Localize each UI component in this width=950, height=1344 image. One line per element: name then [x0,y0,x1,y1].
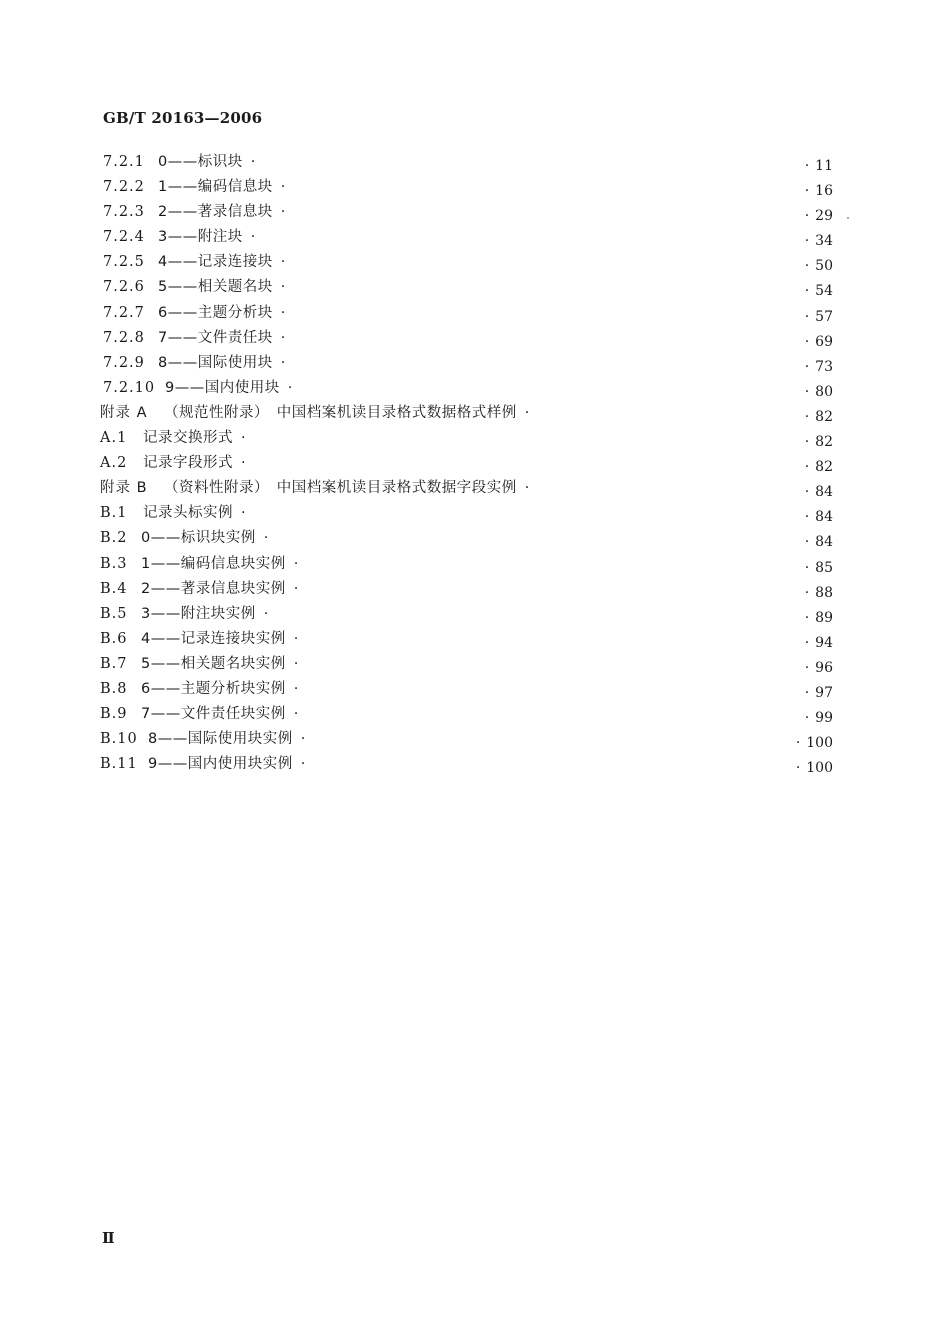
toc-entry-number: B.11 [100,756,138,773]
toc-entry-number: B.3 [100,555,128,572]
toc-leader-dot: · [280,254,286,271]
toc-entry-title-text: 3——附注块 [158,229,243,246]
toc-entry-number: 7.2.2 [103,179,145,196]
toc-page-number: · 82 [805,430,833,455]
toc-entry-number: 7.2.1 [103,154,145,170]
toc-leader-dot: · [287,379,293,396]
toc-leader-dot: · [524,404,530,421]
toc-page-number: · 50 [805,254,833,279]
toc-entry [0,225,950,250]
toc-entry-title-text: 4——记录连接块 [158,254,273,271]
toc-entry-title [141,552,299,577]
toc-leader-dot: · [300,731,306,748]
toc-page-number: · 84 [805,530,833,555]
toc-entry-title-text: 3——附注块实例 [141,605,256,622]
toc-page-number: · 96 [805,656,833,681]
toc-entry-number: B.2 [100,530,128,547]
toc-entry-title [158,175,286,200]
toc-entry-title [141,652,299,677]
toc-leader-dot: · [250,154,256,170]
toc-leader-dot: · [293,630,299,647]
toc-entry-title [164,476,530,501]
toc-leader-dot: · [241,455,247,472]
toc-leader-dot: · [524,480,530,497]
toc-page-number: · 82 [805,455,833,480]
toc-leader-dot: · [263,605,269,622]
toc-entry [0,702,950,727]
toc-page-number: · 69 [805,330,833,355]
toc-page-number: · 73 [805,355,833,380]
toc-entry-number: B.1 [100,505,128,522]
toc-entry-number: 7.2.8 [103,329,145,346]
toc-leader-dot: · [280,279,286,296]
toc-entry [0,175,950,200]
toc-leader-dot: · [280,304,286,321]
toc-entry-title-text: 4——记录连接块实例 [141,630,286,647]
toc-leader-dot: · [241,505,247,522]
toc-entry-title-text: 记录头标实例 [143,505,233,522]
toc-entry-title-text: 2——著录信息块 [158,204,273,221]
toc-leader-dot: · [293,706,299,723]
table-of-contents [0,150,950,777]
toc-entry-title [158,301,286,326]
toc-entry-number: 7.2.10 [103,379,156,396]
toc-entry [0,401,950,426]
toc-entry-number: 7.2.9 [103,354,145,371]
toc-page-number: · 82 [805,405,833,430]
toc-entry-number: 7.2.3 [103,204,145,221]
toc-entry-title [164,401,530,426]
toc-entry-title-text: 记录交换形式 [143,430,233,447]
toc-entry [0,376,950,401]
toc-entry-title-text: 0——标识块 [158,154,243,170]
toc-entry [0,602,950,627]
toc-entry [0,451,950,476]
toc-entry-title [141,627,299,652]
toc-page-number: · 57 [805,305,833,330]
toc-page-number: · 94 [805,631,833,656]
toc-entry-title [148,727,306,752]
toc-page-number: · 100 [796,756,833,781]
toc-page-number: · 34 [805,229,833,254]
toc-entry-number: B.7 [100,655,128,672]
toc-entry-title-text: （规范性附录） 中国档案机读目录格式数据格式样例 [164,404,517,421]
toc-entry-title [141,577,299,602]
toc-leader-dot: · [263,530,269,547]
toc-entry [0,652,950,677]
toc-entry-number: A.2 [100,455,128,472]
toc-entry-title [158,250,286,275]
toc-entry-title [143,501,246,526]
toc-entry [0,301,950,326]
toc-page-number: · 97 [805,681,833,706]
toc-entry-title-text: 5——相关题名块 [158,279,273,296]
toc-entry-title-text: 1——编码信息块 [158,179,273,196]
toc-page-number: · 29 [805,204,833,229]
toc-page-number: · 85 [805,556,833,581]
toc-entry-title [143,451,246,476]
toc-entry-number: 7.2.7 [103,304,145,321]
toc-entry [0,476,950,501]
toc-entry-title-text: 6——主题分析块 [158,304,273,321]
toc-entry-number: 7.2.4 [103,229,145,246]
toc-entry [0,727,950,752]
toc-entry [0,426,950,451]
toc-entry [0,552,950,577]
toc-entry-title-text: 1——编码信息块实例 [141,555,286,572]
toc-page-number: · 89 [805,606,833,631]
toc-entry-title-text: 7——文件责任块实例 [141,706,286,723]
toc-entry-title-text: 8——国际使用块实例 [148,731,293,748]
toc-entry-title [141,702,299,727]
toc-leader-dot: · [300,756,306,773]
toc-page-number: · 80 [805,380,833,405]
toc-leader-dot: · [293,655,299,672]
toc-entry-title [141,526,269,551]
toc-entry-number: 7.2.5 [103,254,145,271]
toc-entry-number: 7.2.6 [103,279,145,296]
toc-page-number: · 16 [805,179,833,204]
toc-entry-title-text: 7——文件责任块 [158,329,273,346]
toc-entry [0,501,950,526]
toc-entry-title [141,602,269,627]
toc-leader-dot: · [250,229,256,246]
toc-entry-number: B.9 [100,706,128,723]
toc-entry-title [148,752,306,777]
toc-leader-dot: · [280,329,286,346]
toc-page-number: · 99 [805,706,833,731]
toc-entry [0,351,950,376]
toc-entry-title-text: （资料性附录） 中国档案机读目录格式数据字段实例 [164,480,517,497]
toc-entry [0,326,950,351]
toc-entry [0,250,950,275]
toc-entry-number: 附录 B [100,480,148,497]
toc-entry [0,752,950,777]
toc-page-number: · 84 [805,505,833,530]
toc-entry-title [158,275,286,300]
toc-entry-title [165,376,293,401]
toc-leader-dot: · [241,430,247,447]
toc-leader-dot: · [280,179,286,196]
toc-entry-title-text: 8——国际使用块 [158,354,273,371]
toc-entry-title [158,225,256,250]
toc-entry-title [158,200,286,225]
toc-entry-title [158,150,256,175]
toc-entry [0,200,950,225]
toc-leader-dot: · [280,354,286,371]
toc-entry-title [158,326,286,351]
toc-entry-number: B.8 [100,680,128,697]
toc-page-number: · 54 [805,279,833,304]
toc-leader-dot: · [280,204,286,221]
toc-entry [0,677,950,702]
toc-entry [0,275,950,300]
toc-entry [0,627,950,652]
toc-entry-number: B.6 [100,630,128,647]
toc-entry-title-text: 5——相关题名块实例 [141,655,286,672]
toc-entry-number: B.10 [100,731,138,748]
page-number-footer: Ⅱ [102,1229,115,1247]
toc-entry-number: B.5 [100,605,128,622]
toc-page-number: · 88 [805,581,833,606]
toc-leader-dot: · [293,555,299,572]
toc-entry-number: A.1 [100,430,128,447]
toc-entry-title-text: 9——国内使用块 [165,379,280,396]
toc-entry-title-text: 0——标识块实例 [141,530,256,547]
toc-leader-dot: · [293,680,299,697]
toc-entry-title-text: 2——著录信息块实例 [141,580,286,597]
toc-entry [0,150,950,175]
toc-page-number: · 11 [805,154,833,179]
toc-entry-title [158,351,286,376]
toc-entry [0,577,950,602]
toc-entry-title [143,426,246,451]
toc-page-number: · 100 [796,731,833,756]
toc-page-number: · 84 [805,480,833,505]
toc-leader-dot: · [293,580,299,597]
page-header: GB/T 20163—2006 [103,109,263,127]
toc-entry-title-text: 6——主题分析块实例 [141,680,286,697]
toc-entry-number: 附录 A [100,404,148,421]
toc-entry-number: B.4 [100,580,128,597]
toc-entry [0,526,950,551]
toc-entry-title-text: 记录字段形式 [143,455,233,472]
toc-entry-title-text: 9——国内使用块实例 [148,756,293,773]
toc-entry-title [141,677,299,702]
